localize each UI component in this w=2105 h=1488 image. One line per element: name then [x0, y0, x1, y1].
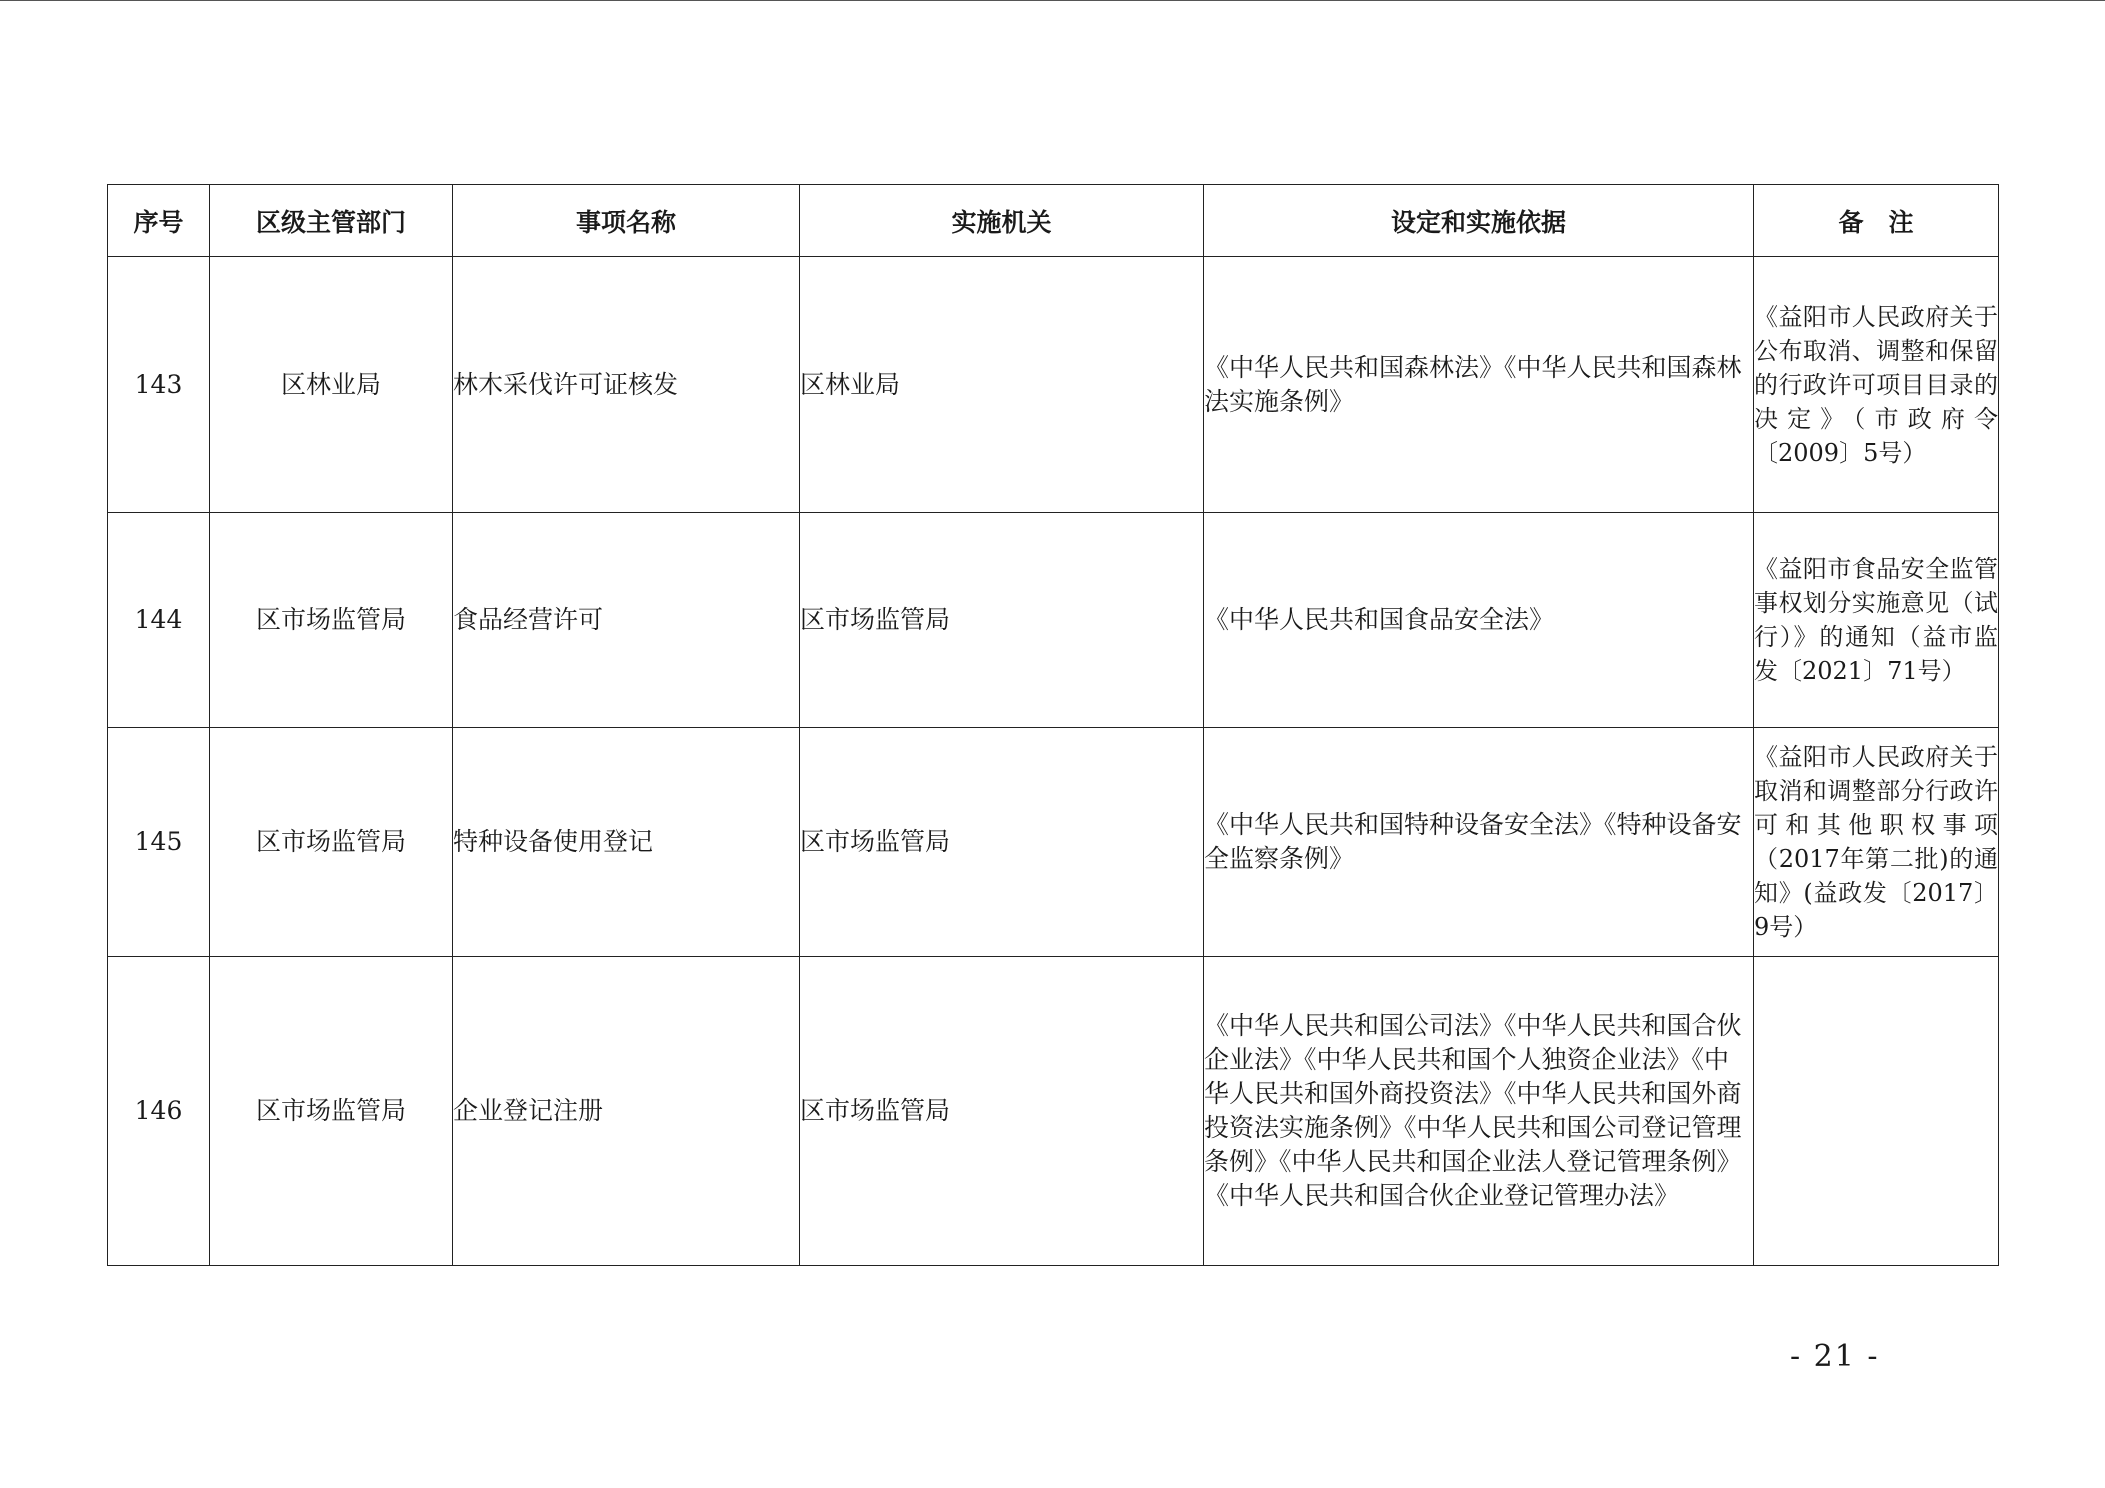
row-name: 食品经营许可	[453, 513, 800, 728]
header-name: 事项名称	[453, 185, 800, 257]
row-name: 企业登记注册	[453, 957, 800, 1266]
row-dept: 区市场监管局	[210, 957, 453, 1266]
header-num: 序号	[108, 185, 210, 257]
row-basis: 《中华人民共和国特种设备安全法》《特种设备安全监察条例》	[1204, 728, 1754, 957]
row-dept: 区市场监管局	[210, 728, 453, 957]
table-row	[108, 728, 1999, 957]
row-org: 区市场监管局	[800, 513, 1204, 728]
row-org: 区市场监管局	[800, 728, 1204, 957]
table-row	[108, 957, 1999, 1266]
row-num: 144	[108, 513, 210, 728]
header-org: 实施机关	[800, 185, 1204, 257]
row-dept: 区市场监管局	[210, 513, 453, 728]
row-org: 区林业局	[800, 257, 1204, 513]
table-header-row	[108, 185, 1999, 257]
page-number: - 21 -	[1790, 1339, 1880, 1374]
row-basis: 《中华人民共和国公司法》《中华人民共和国合伙企业法》《中华人民共和国个人独资企业法》《中华人民共和国外商投资法》《中华人民共和国外商投资法实施条例》《中华人民共和国公司登记管理条例》《中华人民共和国企业法人登记管理条例》《中华人民共和国合伙企业登记管理办法》	[1204, 957, 1754, 1266]
row-dept: 区林业局	[210, 257, 453, 513]
row-num: 146	[108, 957, 210, 1266]
row-note	[1754, 513, 1999, 728]
header-dept: 区级主管部门	[210, 185, 453, 257]
row-note-text: 《益阳市人民政府关于公布取消、调整和保留的行政许可项目目录的决定》（市政府令〔2009〕5号）	[1754, 302, 1998, 467]
header-note: 备 注	[1754, 185, 1999, 257]
row-note-text: 《益阳市人民政府关于取消和调整部分行政许可和其他职权事项（2017年第二批)的通知》(益政发〔2017〕9号）	[1754, 743, 1998, 941]
row-basis: 《中华人民共和国食品安全法》	[1204, 513, 1754, 728]
row-name: 林木采伐许可证核发	[453, 257, 800, 513]
top-rule	[0, 0, 2105, 1]
row-note	[1754, 257, 1999, 513]
header-basis: 设定和实施依据	[1204, 185, 1754, 257]
row-basis: 《中华人民共和国森林法》《中华人民共和国森林法实施条例》	[1204, 257, 1754, 513]
row-org: 区市场监管局	[800, 957, 1204, 1266]
row-num: 143	[108, 257, 210, 513]
row-note	[1754, 728, 1999, 957]
row-note	[1754, 957, 1999, 1266]
row-name: 特种设备使用登记	[453, 728, 800, 957]
table-row	[108, 513, 1999, 728]
row-note-text: 《益阳市食品安全监管事权划分实施意见（试行）》的通知（益市监发〔2021〕71号）	[1754, 555, 1998, 685]
row-num: 145	[108, 728, 210, 957]
table-row	[108, 257, 1999, 513]
permit-table	[107, 184, 1999, 1266]
